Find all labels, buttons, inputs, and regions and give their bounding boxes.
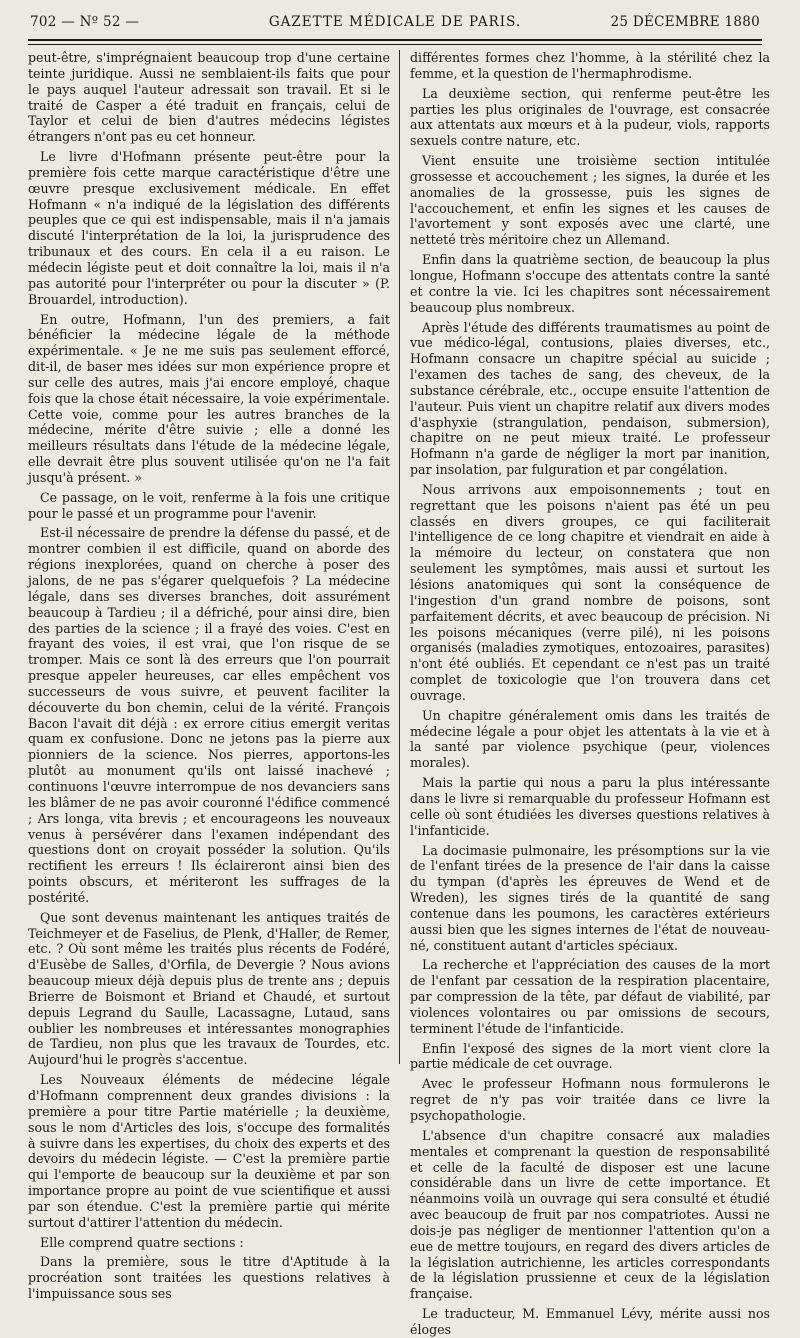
paragraph: Elle comprend quatre sections : bbox=[40, 1234, 244, 1250]
paragraph: Vient ensuite une troisième section intitulée grossesse et accouchement ; les signes, la durée et les anomalies de la grossesse, puis les signes de l'accouchement, et enfin les signes et les causes de l'avortement y sont exposés avec une clarté, une netteté très méritoire chez un Allemand. bbox=[410, 153, 770, 248]
paragraph: Mais la partie qui nous a paru la plus intéressante dans le livre si remarquable du professeur Hofmann est celle où sont étudiées les diverses questions relatives à l'infanticide. bbox=[410, 775, 770, 838]
paragraph: différentes formes chez l'homme, à la stérilité chez la femme, et la question de l'hermaphrodisme. bbox=[410, 50, 770, 81]
journal-title: GAZETTE MÉDICALE DE PARIS. bbox=[268, 14, 522, 30]
paragraph: Dans la première, sous le titre d'Aptitude à la procréation sont traitées les questions relatives à l'impuissance sous ses bbox=[28, 1254, 390, 1302]
paragraph: Les Nouveaux éléments de médecine légale d'Hofmann comprennent deux grandes divisions : la première a pour titre Partie matérielle ; la deuxième, sous le nom d'Articles des lois, s'occupe des formalités à suivre dans les expertises, du choix des experts et des devoirs du médecin légiste. — C'est la première partie qui l'emporte de beaucoup sur la deuxième et par son importance propre au point de vue scientifique et aussi par son étendue. C'est la première partie qui mérite surtout d'attirer l'attention du médecin. bbox=[28, 1072, 390, 1230]
paragraph: Enfin l'exposé des signes de la mort vient clore la partie médicale de cet ouvrage. bbox=[410, 1040, 770, 1072]
paragraph: Que sont devenus maintenant les antiques traités de Teichmeyer et de Faselius, de Plenk, d'Haller, de Remer, etc. ? Où sont même les traités plus récents de Fodéré, d'Eusèbe de Salles, d'Orfila, de Devergie ? Nous avions beaucoup mieux déjà depuis plus de trente ans ; depuis Brierre de Boismont et Briand et Chaudé, et surtout depuis Legrand du Saulle, Lacassagne, Lutaud, sans oublier les nombreuses et intéressantes monographies de Tardieu, non plus que les travaux de Tourdes, etc. Aujourd'hui le progrès s'accentue. bbox=[28, 909, 390, 1068]
paragraph: Nous arrivons aux empoisonnements ; tout en regrettant que les poisons n'aient pas été un peu classés en divers groupes, ce qui faciliterait l'intelligence de ce long chapitre et viendrait en aide à la mémoire du lecteur, on constatera que non seulement les symptômes, mais aussi et surtout les lésions anatomiques qui sont la conséquence de l'ingestion d'un grand nombre de poisons, sont parfaitement décrits, et avec beaucoup de précision. Ni les poisons mécaniques (verre pilé), ni les poisons organisés (maladies zymotiques, entozoaires, parasites) n'ont été oubliés. Et cependant ce n'est pas un traité complet de toxicologie que l'on trouvera dans cet ouvrage. bbox=[410, 481, 770, 703]
paragraph: Après l'étude des différents traumatismes au point de vue médico-légal, contusions, plaies diverses, etc., Hofmann consacre un chapitre spécial au suicide ; l'examen des taches de sang, des cheveux, de la substance cérébrale, etc., occupe ensuite l'attention de l'auteur. Puis vient un chapitre relatif aux divers modes d'asphyxie (strangulation, pendaison, submersion), chapitre on ne peut mieux traité. Le professeur Hofmann n'a garde de négliger la mort par inanition, par insolation, par fulguration et par congélation. bbox=[410, 319, 770, 478]
paragraph: Enfin dans la quatrième section, de beaucoup la plus longue, Hofmann s'occupe des attentats contre la santé et contre la vie. Ici les chapitres sont nécessairement beaucoup plus nombreux. bbox=[410, 252, 770, 315]
column-divider bbox=[399, 50, 400, 1064]
header-rule-thick bbox=[28, 39, 762, 41]
paragraph: La recherche et l'appréciation des causes de la mort de l'enfant par cessation de la respiration placentaire, par compression de la tête, par défaut de viabilité, par violences volontaires ou par omissions de secours, terminent l'étude de l'infanticide. bbox=[410, 957, 770, 1036]
paragraph: La docimasie pulmonaire, les présomptions sur la vie de l'enfant tirées de la presence de l'air dans la caisse du tympan (d'après les épreuves de Wend et de Wreden), les signes tirés de la quantité de sang contenue dans les poumons, les caractères extérieurs aussi bien que les signes internes de l'état de nouveau-né, constituent autant d'articles spéciaux. bbox=[410, 842, 770, 953]
page-number: 702 — Nº 52 — bbox=[30, 14, 140, 30]
paragraph: Le traducteur, M. Emmanuel Lévy, mérite aussi nos éloges bbox=[410, 1306, 770, 1337]
paragraph: La deuxième section, qui renferme peut-être les parties les plus originales de l'ouvrage, est consacrée aux attentats aux mœurs et à la pudeur, viols, rapports sexuels contre nature, etc. bbox=[410, 85, 770, 149]
left-column bbox=[28, 50, 390, 1302]
paragraph: Est-il nécessaire de prendre la défense du passé, et de montrer combien il est difficile, quand on aborde des régions inexplorées, quand on cherche à poser des jalons, de ne pas s'égarer quelquefois ? La médecine légale, dans ses diverses branches, doit assurément beaucoup à Tardieu ; il a défriché, pour ainsi dire, bien des parties de la science ; il a frayé des voies. C'est en frayant des voies, il est vrai, que l'on risque de se tromper. Mais ce sont là des erreurs que l'on pourrait presque appeler heureuses, car elles empêchent vos successeurs de vous suivre, et peuvent faciliter la découverte du bon chemin, celui de la vérité. François Bacon l'avait dit déjà : ex errore citius emergit veritas quam ex confusione. Donc ne jetons pas la pierre aux pionniers de la science. Nos pierres, apportons-les plutôt au monument qu'ils ont laissé inachevé ; continuons l'œuvre interrompue de nos devanciers sans les blâmer de ne pas avoir couronné l'édifice commencé ; Ars longa, vita brevis ; et encourageons les nouveaux venus à persévérer dans l'examen indépendant des questions dont on croyait posséder la solution. Qu'ils rectifient les erreurs ! Ils éclaireront ainsi bien des points obscurs, et mériteront les suffrages de la postérité. bbox=[28, 525, 390, 905]
paragraph: Un chapitre généralement omis dans les traités de médecine légale a pour objet les attentats à la vie et à la santé par violence psychique (peur, violences morales). bbox=[410, 707, 770, 771]
issue-date: 25 DÉCEMBRE 1880 bbox=[610, 14, 760, 30]
paragraph: Le livre d'Hofmann présente peut-être pour la première fois cette marque caractéristique d'être une œuvre presque exclusivement médicale. En effet Hofmann « n'a indiqué de la législation des différents peuples que ce qui est indispensable, mais il n'a jamais discuté l'interprétation de la loi, la jurisprudence des tribunaux et des cours. En cela il a eu raison. Le médecin légiste peut et doit connaître la loi, mais il n'a pas autorité pour l'interpréter ou pour la discuter » (P. Brouardel, introduction). bbox=[28, 149, 390, 307]
paragraph: L'absence d'un chapitre consacré aux maladies mentales et comprenant la question de responsabilité et celle de la faculté de disposer est une lacune considérable dans un livre de cette importance. Et néanmoins voilà un ouvrage qui sera consulté et étudié avec beaucoup de fruit par nos compatriotes. Aussi ne dois-je pas négliger de mentionner l'attention qu'on a eue de mettre toujours, en regard des divers articles de la législation autrichienne, les articles correspondants de la législation prussienne et ceux de la législation française. bbox=[410, 1127, 770, 1302]
paragraph: peut-être, s'imprégnaient beaucoup trop d'une certaine teinte juridique. Aussi ne semblaient-ils faits que pour le pays auquel l'auteur adressait son travail. Et si le traité de Casper a été traduit en français, celui de Taylor et celui de bien d'autres médecins légistes étrangers n'ont pas eu cet honneur. bbox=[28, 50, 390, 145]
header-rule-thin bbox=[28, 44, 762, 45]
right-column bbox=[410, 50, 770, 1337]
paragraph: Ce passage, on le voit, renferme à la fois une critique pour le passé et un programme pour l'avenir. bbox=[28, 489, 390, 521]
paragraph: Avec le professeur Hofmann nous formulerons le regret de n'y pas voir traitée dans ce livre la psychopathologie. bbox=[410, 1076, 770, 1123]
paragraph: En outre, Hofmann, l'un des premiers, a fait bénéficier la médecine légale de la méthode expérimentale. « Je ne me suis pas seulement efforcé, dit-il, de baser mes idées sur mon expérience propre et sur celle des autres, mais j'ai encore employé, chaque fois que la chose était nécessaire, la voie expérimentale. Cette voie, comme pour les autres branches de la médecine, mérite d'être suivie ; elle a donné les meilleurs résultats dans l'étude de la médecine légale, elle devrait être plus souvent utilisée qu'on ne l'a fait jusqu'à présent. » bbox=[28, 311, 390, 485]
page-header bbox=[30, 14, 760, 36]
